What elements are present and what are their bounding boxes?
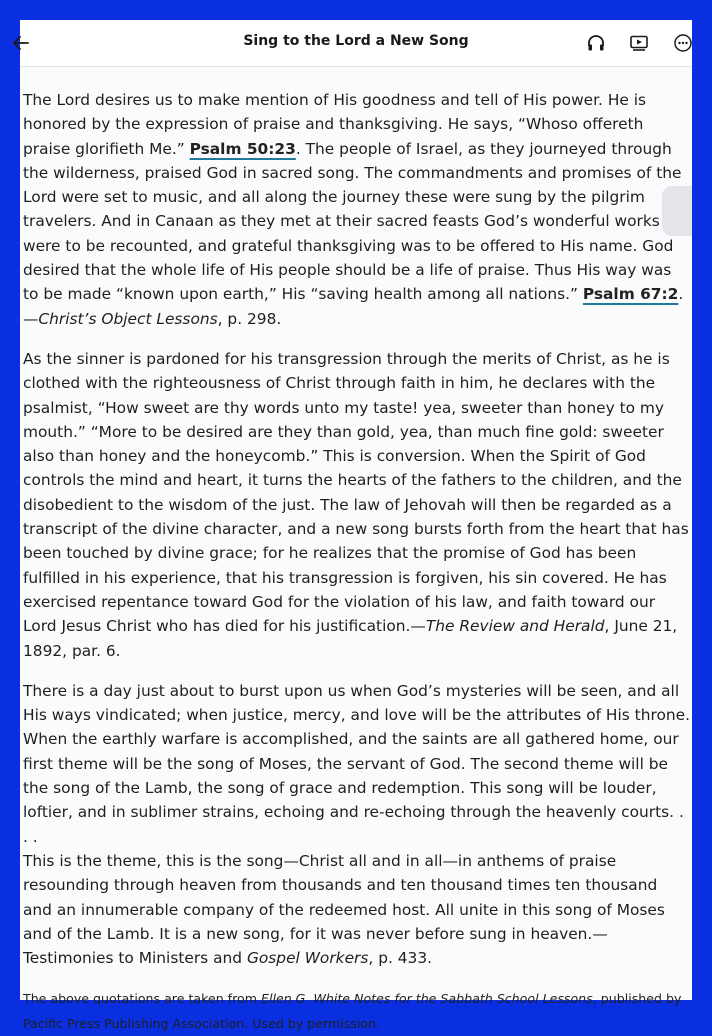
paragraph-1: The Lord desires us to make mention of His goodness and tell of His power. He is honored by the expression of praise and thanksgiving. He says, “Whoso offereth praise glorifieth Me.” Psalm 50:23. The people of Israel, as they journeyed through the wilderness, praised God in sacred song. The commandments and promises of the Lord were set to music, and all along the journey these were sung by the pilgrim travelers. And in Canaan as they met at their sacred feasts God’s wonderful works were to be recounted, and grateful thanksgiving was to be offered to His name. God desired that the whole life of His people should be a life of praise. Thus His way was to be made “known upon earth,” His “saving health among all nations.” Psalm 67:2.—Christ’s Object Lessons, p. 298.	[23, 91, 684, 328]
video-button[interactable]	[628, 32, 650, 54]
more-button[interactable]	[672, 32, 694, 54]
source-title: Ellen G. White Notes for the Sabbath School Lessons	[260, 991, 593, 1007]
side-scroll-handle[interactable]	[662, 186, 692, 236]
source-title: The Review and Herald	[425, 617, 605, 636]
listen-button[interactable]	[585, 32, 607, 54]
source-title: Christ’s Object Lessons	[38, 309, 218, 328]
top-bar	[20, 20, 692, 67]
attribution-note: The above quotations are taken from Ellen G. White Notes for the Sabbath School Lessons, published by Pacific Press Publishing Association. Used by permission.	[23, 991, 682, 1032]
play-video-icon	[629, 33, 649, 53]
lesson-text	[23, 88, 691, 1036]
paragraph-2: As the sinner is pardoned for his transgression through the merits of Christ, as he is clothed with the righteousness of Christ through faith in him, he declares with the psalmist, “How sweet are thy words unto my taste! yea, sweeter than honey to my mouth.” “More to be desired are they than gold, yea, than much fine gold: sweeter also than honey and the honeycomb.” This is conversion. When the Spirit of God controls the mind and heart, it turns the hearts of the fathers to the children, and the disobedient to the wisdom of the just. The law of Jehovah will then be regarded as a transcript of the divine character, and a new song bursts forth from the heart that has been touched by divine grace; for he realizes that the promise of God has been fulfilled in his experience, that his transgression is forgiven, his sin covered. He has exercised repentance toward God for the violation of his law, and faith toward our Lord Jesus Christ who has died for his justification.—The Review and Herald, June 21, 1892, par. 6.	[23, 349, 689, 660]
headphones-icon	[586, 33, 606, 53]
paragraph-3: There is a day just about to burst upon us when God’s mysteries will be seen, and all His ways vindicated; when justice, mercy, and love will be the attributes of His throne. When the earthly warfare is accomplished, and the saints are all gathered home, our first theme will be the song of Moses, the servant of God. The second theme will be the song of the Lamb, the song of grace and redemption. This song will be louder, loftier, and in sublimer strains, echoing and re-echoing through the heavenly courts. . . .	[23, 681, 690, 846]
more-options-icon	[673, 33, 693, 53]
scripture-link-psalm-50-23[interactable]: Psalm 50:23	[189, 139, 296, 158]
paragraph-4: This is the theme, this is the song—Christ all and in all—in anthems of praise resounding through heaven from thousands and ten thousand times ten thousand and an innumerable company of the redeemed host. All unite in this song of Moses and of the Lamb. It is a new song, for it was never before sung in heaven.—Testimonies to Ministers and Gospel Workers, p. 433.	[23, 851, 665, 968]
page-title: Sing to the Lord a New Song	[243, 33, 469, 49]
reader-window	[20, 20, 692, 1032]
scripture-link-psalm-67-2[interactable]: Psalm 67:2	[582, 285, 679, 304]
source-title: Gospel Workers	[246, 949, 369, 968]
